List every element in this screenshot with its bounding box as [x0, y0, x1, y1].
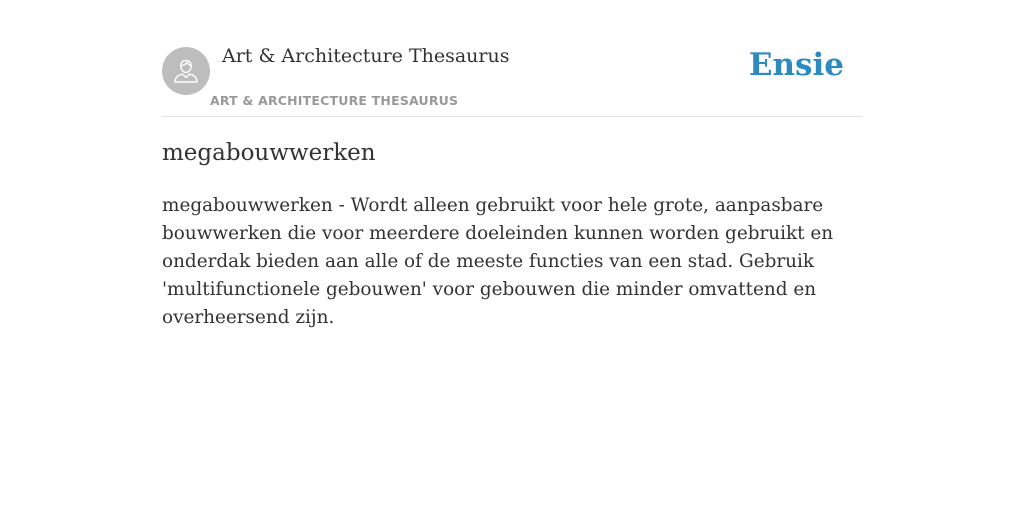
author-name[interactable]: Art & Architecture Thesaurus: [222, 45, 510, 67]
header: [162, 0, 862, 117]
definition-text: megabouwwerken - Wordt alleen gebruikt voor hele grote, aanpasbare bouwwerken die voor meerdere doeleinden kunnen worden gebruikt en onderdak bieden aan alle of de meeste functies van een stad. Gebruik 'multifunctionele gebouwen' voor gebouwen die minder omvattend en overheersend zijn.: [162, 195, 834, 328]
user-icon: [171, 56, 201, 86]
ensie-logo[interactable]: Ensie: [748, 47, 844, 83]
avatar[interactable]: [162, 47, 210, 95]
page-title: megabouwwerken: [162, 140, 376, 166]
source-label[interactable]: ART & ARCHITECTURE THESAURUS: [210, 93, 459, 108]
